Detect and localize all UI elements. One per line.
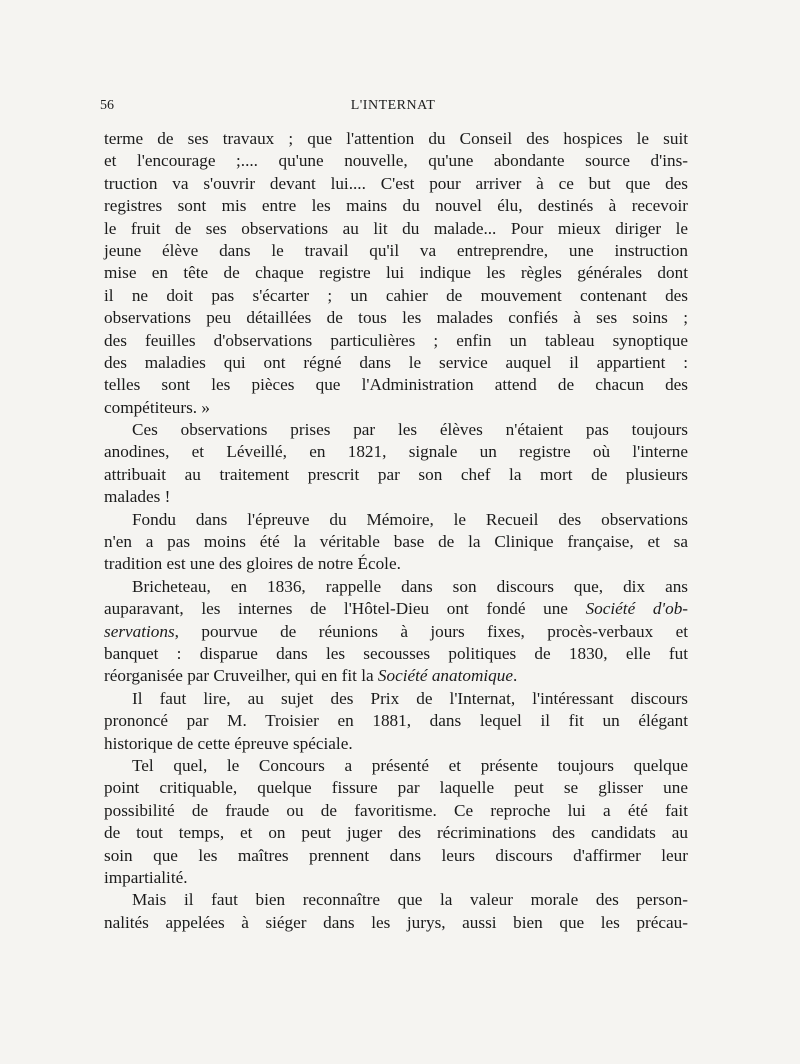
text-line: tradition est une des gloires de notre École. [104,554,401,574]
text-line: Tel quel, le Concours a présenté et présente toujours quelque [132,755,688,775]
text-segment: réorganisée par Cruveilher, qui en fit la [104,666,374,686]
text-line: impartialité. [104,867,188,887]
text-line: de tout temps, et on peut juger des récriminations des candidats au [104,823,688,843]
page-header [100,98,686,118]
text-line: truction va s'ouvrir devant lui.... C'est pour arriver à ce but que des [104,173,688,193]
text-segment: , pourvue de réunions à jours fixes, procès-verbaux et [174,621,688,641]
text-line: Il faut lire, au sujet des Prix de l'Internat, l'intéressant discours [132,688,688,708]
text-line: Bricheteau, en 1836, rappelle dans son discours que, dix ans [132,576,688,596]
text-line: et l'encourage ;.... qu'une nouvelle, qu'une abondante source d'ins- [104,151,688,171]
text-line: jeune élève dans le travail qu'il va entreprendre, une instruction [104,240,688,260]
text-line: mise en tête de chaque registre lui indique les règles générales dont [104,263,688,283]
text-line: terme de ses travaux ; que l'attention du Conseil des hospices le suit [104,129,688,148]
text-line: anodines, et Léveillé, en 1821, signale un registre où l'interne [104,442,688,462]
text-line: possibilité de fraude ou de favoritisme. Ce reproche lui a été fait [104,800,688,820]
text-line: historique de cette épreuve spéciale. [104,733,353,753]
text-line: n'en a pas moins été la véritable base de la Clinique française, et sa [104,532,688,552]
text-line: telles sont les pièces que l'Administration attend de chacun des [104,375,688,395]
text-segment: . [512,666,518,686]
text-line: observations peu détaillées de tous les malades confiés à ses soins ; [104,308,688,328]
text-line: point critiquable, quelque fissure par laquelle peut se glisser une [104,778,688,798]
text-line: il ne doit pas s'écarter ; un cahier de mouvement contenant des [104,285,688,305]
text-line: Mais il faut bien reconnaître que la valeur morale des person- [132,890,688,910]
text-line [104,598,688,620]
text-segment: auparavant, les internes de l'Hôtel-Dieu ont fondé une [104,599,568,619]
text-line: soin que les maîtres prennent dans leurs discours d'affirmer leur [104,845,688,865]
text-line: le fruit de ses observations au lit du malade... Pour mieux diriger le [104,218,688,238]
text-line: attribuait au traitement prescrit par son chef la mort de plusieurs [104,464,688,484]
text-line: des maladies qui ont régné dans le service auquel il appartient : [104,352,688,372]
text-line: Fondu dans l'épreuve du Mémoire, le Recueil des observations [132,509,688,529]
italic-term: Société anatomique [377,666,513,686]
text-line: nalités appelées à siéger dans les jurys, aussi bien que les précau- [104,912,688,932]
text-line [104,665,688,687]
italic-term: Société d'ob- [585,599,689,619]
page-number: 56 [100,98,114,113]
text-line: des feuilles d'observations particulières ; enfin un tableau synoptique [104,330,688,350]
text-line: prononcé par M. Troisier en 1881, dans lequel il fit un élégant [104,711,688,731]
italic-term: servations [104,621,175,641]
running-title: L'INTERNAT [350,98,436,113]
text-line: banquet : disparue dans les secousses politiques de 1830, elle fut [104,643,688,663]
text-line: Ces observations prises par les élèves n'étaient pas toujours [132,420,688,440]
text-line: registres sont mis entre les mains du nouvel élu, destinés à recevoir [104,196,688,216]
body-text [104,128,688,934]
text-line: malades ! [104,487,171,507]
text-line [104,621,688,643]
text-line: compétiteurs. » [104,397,210,417]
